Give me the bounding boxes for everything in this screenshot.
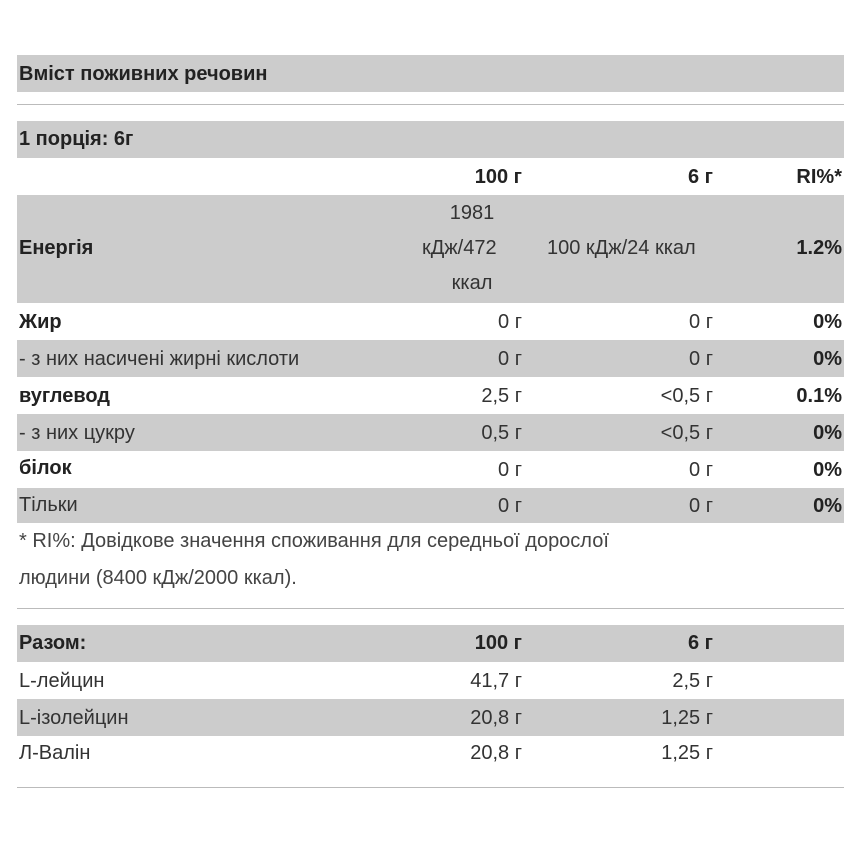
amino-6g: 1,25 г (661, 742, 713, 764)
amino-100g: 20,8 г (470, 742, 522, 764)
table-title: Вміст поживних речовин (19, 63, 268, 85)
nutrient-6g: 0 г (689, 311, 713, 333)
nutrient-label: - з них насичені жирні кислоти (19, 348, 300, 370)
footnote-line-2: людини (8400 кДж/2000 ккал). (19, 567, 297, 589)
nutrient-row-saturated-fat (17, 340, 844, 377)
amino-6g: 1,25 г (661, 707, 713, 729)
divider (17, 787, 844, 788)
amino-header-row (17, 625, 844, 662)
nutrient-ri: 0% (813, 348, 842, 370)
energy-row (17, 195, 844, 303)
serving-bar (17, 121, 844, 158)
energy-ri: 1.2% (796, 237, 842, 259)
nutrient-100g: 0 г (498, 311, 522, 333)
amino-header-6g: 6 г (687, 632, 713, 654)
nutrient-label: - з них цукру (19, 422, 135, 444)
energy-100g-line1: 1981 (449, 202, 495, 224)
nutrient-6g: 0 г (689, 348, 713, 370)
nutrient-100g: 0 г (498, 348, 522, 370)
amino-header-100g: 100 г (474, 632, 522, 654)
amino-row-isoleucine (17, 699, 844, 736)
nutrient-row-protein (17, 451, 844, 488)
nutrient-label: Тільки (19, 494, 78, 516)
nutrient-100g: 2,5 г (481, 385, 522, 407)
nutrient-ri: 0% (813, 459, 842, 481)
nutrient-row-salt (17, 488, 844, 523)
nutrient-row-carbs (17, 377, 844, 414)
header-6g: 6 г (687, 166, 713, 188)
energy-100g-line3: ккал (451, 272, 493, 294)
amino-100g: 41,7 г (470, 670, 522, 692)
amino-label: Л-Валін (19, 742, 91, 764)
energy-label: Енергія (19, 237, 94, 259)
amino-label: L-ізолейцин (19, 707, 129, 729)
nutrient-row-fat (17, 303, 844, 340)
nutrient-label: Жир (19, 311, 62, 333)
serving-size: 1 порція: 6г (19, 128, 134, 150)
nutrient-label: вуглевод (19, 385, 110, 407)
energy-100g-line2: кДж/472 (422, 237, 497, 259)
nutrient-100g: 0 г (498, 459, 522, 481)
nutrient-ri: 0% (813, 311, 842, 333)
amino-100g: 20,8 г (470, 707, 522, 729)
header-ri: RI%* (796, 166, 842, 188)
nutrient-label: білок (19, 457, 72, 479)
nutrient-ri: 0% (813, 422, 842, 444)
amino-row-leucine (17, 662, 844, 699)
amino-label: L-лейцин (19, 670, 105, 692)
nutrient-6g: <0,5 г (660, 385, 713, 407)
nutrient-6g: 0 г (689, 495, 713, 517)
title-bar (17, 55, 844, 92)
nutrient-6g: <0,5 г (660, 422, 713, 444)
divider (17, 608, 844, 609)
nutrient-100g: 0,5 г (481, 422, 522, 444)
nutrient-row-sugars (17, 414, 844, 451)
amino-row-valine (17, 736, 844, 773)
footnote-line-1: * RI%: Довідкове значення споживання для середньої дорослої (19, 530, 609, 552)
divider (17, 104, 844, 105)
nutrient-ri: 0% (813, 495, 842, 517)
header-100g: 100 г (474, 166, 522, 188)
column-header-row (17, 158, 844, 195)
energy-6g: 100 кДж/24 ккал (547, 237, 696, 259)
nutrient-6g: 0 г (689, 459, 713, 481)
amino-6g: 2,5 г (672, 670, 713, 692)
amino-header-label: Разом: (19, 632, 87, 654)
nutrient-100g: 0 г (498, 495, 522, 517)
nutrient-ri: 0.1% (796, 385, 842, 407)
